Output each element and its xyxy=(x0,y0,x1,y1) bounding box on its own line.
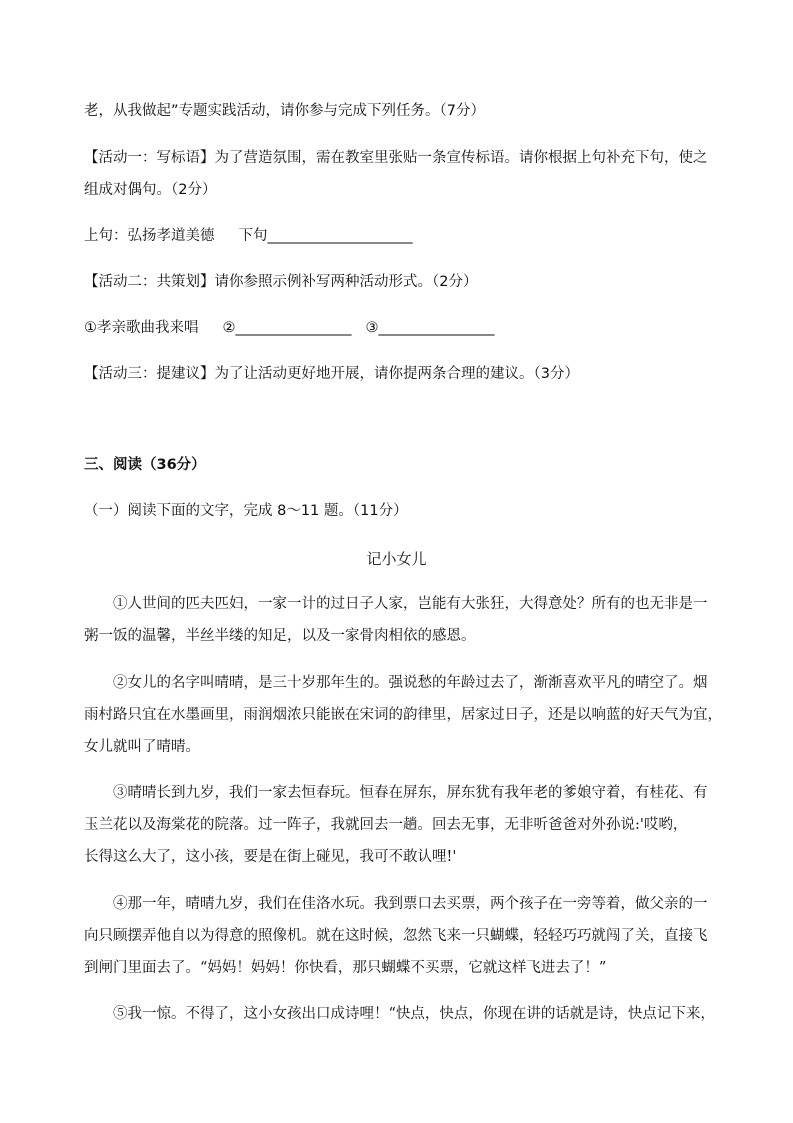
activity2: 【活动二：共策划】请你参照示例补写两种活动形式。（2分） xyxy=(84,274,478,290)
activity3: 【活动三：提建议】为了让活动更好地开展，请你提两条合理的建议。（3分） xyxy=(84,366,579,382)
activity2-options xyxy=(84,318,495,338)
article-title: 记小女儿 xyxy=(366,550,427,568)
sub-heading: （一）阅读下面的文字，完成 8～11 题。（11分） xyxy=(84,503,408,519)
paragraph-3-line-3: 长得这么大了，这小孩，要是在街上碰见，我可不敢认哩!' xyxy=(84,849,457,865)
activity-intro: 老，从我做起”专题实践活动，请你参与完成下列任务。（7分） xyxy=(84,103,485,119)
paragraph-2-line-1: ②女儿的名字叫晴晴，是三十岁那年生的。强说愁的年龄过去了，渐渐喜欢平凡的晴空了。烟 xyxy=(113,675,708,691)
paragraph-3-line-1: ③晴晴长到九岁，我们一家去恒春玩。恒春在屏东，屏东犹有我年老的爹娘守着，有桂花、有 xyxy=(113,785,708,801)
paragraph-2-line-2: 雨村路只宜在水墨画里，雨润烟浓只能嵌在宋词的韵律里，居家过日子，还是以响蓝的好天气为宜， xyxy=(84,707,722,723)
couplet-lower-blank: 下句____________________ xyxy=(238,228,413,244)
paragraph-5-line-1: ⑤我一惊。不得了，这小女孩出口成诗哩！“快点，快点，你现在讲的话就是诗，快点记下来， xyxy=(113,1006,715,1022)
couplet-upper: 上句：弘扬孝道美德 xyxy=(84,228,215,244)
section-heading: 三、阅读（36分） xyxy=(84,457,206,473)
paragraph-4-line-3: 到闸门里面去了。“妈妈！妈妈！你快看，那只蝴蝶不买票，它就这样飞进去了！” xyxy=(84,960,607,976)
paragraph-4-line-1: ④那一年，晴晴九岁，我们在佳洛水玩。我到票口去买票，两个孩子在一旁等着，做父亲的一 xyxy=(113,896,708,912)
activity1-line1: 【活动一：写标语】为了营造氛围，需在教室里张贴一条宣传标语。请你根据上句补充下句，使之 xyxy=(84,150,708,166)
paragraph-1-line-2: 粥一饭的温馨，半丝半缕的知足，以及一家骨肉相依的感恩。 xyxy=(84,628,476,644)
blank-option-3: ③________________ xyxy=(365,320,495,336)
couplet-line xyxy=(84,226,413,246)
activity1-line2: 组成对偶句。（2分） xyxy=(84,182,217,198)
blank-option-2: ②________________ xyxy=(222,320,352,336)
paragraph-4-line-2: 向只顾摆弄他自以为得意的照像机。就在这时候，忽然飞来一只蝴蝶，轻轻巧巧就闯了关，直接飞 xyxy=(84,928,708,944)
example-form: ①孝亲歌曲我来唱 xyxy=(84,320,199,336)
paragraph-1-line-1: ①人世间的匹夫匹妇，一家一计的过日子人家，岂能有大张狂，大得意处？所有的也无非是一 xyxy=(113,596,708,612)
paragraph-3-line-2: 玉兰花以及海棠花的院落。过一阵子，我就回去一趟。回去无事，无非听爸爸对外孙说:'哎哟， xyxy=(84,817,688,833)
paragraph-2-line-3: 女儿就叫了晴晴。 xyxy=(84,739,200,755)
